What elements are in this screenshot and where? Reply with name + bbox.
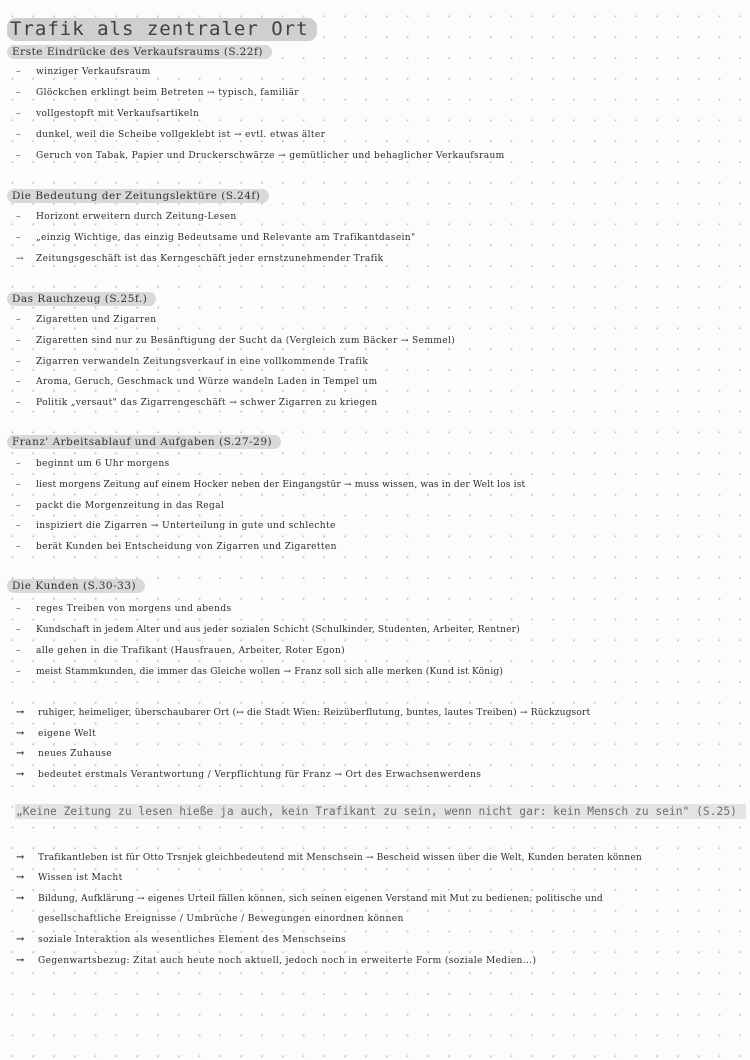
dash-marker: – <box>16 625 21 635</box>
dash-marker: – <box>16 130 21 140</box>
dash-marker: – <box>16 667 21 677</box>
list-item <box>16 66 151 79</box>
reflection-item-continuation <box>16 913 404 926</box>
conclusion-item <box>16 706 590 720</box>
quote-block: „Keine Zeitung zu lesen hieße ja auch, kein Trafikant zu sein, wenn nicht gar: kein Mensch zu sein" (S.25) <box>15 804 746 819</box>
section-heading-smoking: Das Rauchzeug (S.25f.) <box>7 292 156 306</box>
list-item <box>16 129 325 142</box>
page-title: Trafik als zentraler Ort <box>7 18 317 41</box>
list-item-text: Zigarren verwandeln Zeitungsverkauf in eine vollkommende Trafik <box>36 357 369 367</box>
section-heading-customers: Die Kunden (S.30-33) <box>7 579 145 593</box>
dash-marker: – <box>16 501 21 511</box>
reflection-text: Wissen ist Macht <box>38 873 123 883</box>
list-item-text: meist Stammkunden, die immer das Gleiche wollen → Franz soll sich alle merken (Kund ist König) <box>36 667 504 677</box>
section-heading-franz-tasks: Franz' Arbeitsablauf und Aufgaben (S.27-29) <box>7 435 281 449</box>
dash-marker: – <box>16 542 21 552</box>
arrow-icon: → <box>16 707 25 718</box>
dash-marker: – <box>16 233 21 243</box>
list-item-text: winziger Verkaufsraum <box>36 67 151 77</box>
list-item <box>16 666 503 679</box>
list-item <box>16 603 232 616</box>
list-item-text: Geruch von Tabak, Papier und Druckerschwärze → gemütlicher und behaglicher Verkaufsraum <box>36 151 505 161</box>
list-item <box>16 520 336 533</box>
conclusion-text: eigene Welt <box>38 729 97 739</box>
dash-marker: – <box>16 398 21 408</box>
arrow-icon: → <box>16 955 25 966</box>
list-item <box>16 335 455 348</box>
list-item-text: Zigaretten sind nur zu Besänftigung der Sucht da (Vergleich zum Bäcker → Semmel) <box>36 336 456 346</box>
list-item <box>16 232 416 245</box>
reflection-item <box>16 933 346 947</box>
reflection-item <box>16 851 642 865</box>
list-item-text: Horizont erweitern durch Zeitung-Lesen <box>36 212 237 222</box>
list-item <box>16 356 368 369</box>
list-item-text: inspiziert die Zigarren → Unterteilung in gute und schlechte <box>36 521 336 531</box>
list-item-text: Aroma, Geruch, Geschmack und Würze wandeln Laden in Tempel um <box>36 377 378 387</box>
reflection-item <box>16 871 123 885</box>
reflection-text: Trafikantleben ist für Otto Trsnjek gleichbedeutend mit Menschsein → Bescheid wissen über die Welt, Kunden beraten können <box>38 853 642 863</box>
list-item-text: vollgestopft mit Verkaufsartikeln <box>36 109 200 119</box>
list-item-text: Zigaretten und Zigarren <box>36 315 157 325</box>
list-item-text: reges Treiben von morgens und abends <box>36 604 232 614</box>
list-item-text: alle gehen in die Trafikant (Hausfrauen, Arbeiter, Roter Egon) <box>36 646 346 656</box>
list-item-text: packt die Morgenzeitung in das Regal <box>36 501 225 511</box>
dash-marker: – <box>16 377 21 387</box>
list-item-text: Kundschaft in jedem Alter und aus jeder sozialen Schicht (Schulkinder, Studenten, Arbeiter, Rentner) <box>36 625 520 635</box>
reflection-item <box>16 892 603 906</box>
list-item-text: Glöckchen erklingt beim Betreten → typisch, familiär <box>36 88 299 98</box>
list-item <box>16 150 505 163</box>
list-item <box>16 541 337 554</box>
list-item <box>16 500 224 513</box>
list-item-text: beginnt um 6 Uhr morgens <box>36 459 170 469</box>
conclusion-item <box>16 747 112 761</box>
dash-marker: – <box>16 521 21 531</box>
list-item-text: Politik „versaut" das Zigarrengeschäft → schwer Zigarren zu kriegen <box>36 398 378 408</box>
arrow-icon: → <box>16 748 25 759</box>
reflection-text: Gegenwartsbezug: Zitat auch heute noch aktuell, jedoch noch in erweiterte Form (soziale Medien...) <box>38 956 537 966</box>
conclusion-text: ruhiger, heimeliger, überschaubarer Ort (↔ die Stadt Wien: Reizüberflutung, buntes, lautes Treiben) → Rückzugsort <box>38 708 591 718</box>
arrow-icon: → <box>16 893 25 904</box>
list-item-text: liest morgens Zeitung auf einem Hocker neben der Eingangstür → muss wissen, was in der Welt los ist <box>36 480 526 490</box>
conclusion-text: neues Zuhause <box>38 749 112 759</box>
list-item-text: „einzig Wichtige, das einzig Bedeutsame und Relevante am Trafikantdasein" <box>36 233 416 243</box>
dash-marker: – <box>16 336 21 346</box>
conclusion-item <box>16 768 481 782</box>
conclusion-item <box>16 727 96 741</box>
arrow-icon: → <box>16 728 25 739</box>
dash-marker: – <box>16 480 21 490</box>
section-heading-first-impressions: Erste Eindrücke des Verkaufsraums (S.22f) <box>7 45 272 59</box>
list-item <box>16 645 345 658</box>
list-item <box>16 397 377 410</box>
reflection-text: gesellschaftliche Ereignisse / Umbrüche / Bewegungen einordnen können <box>38 914 404 924</box>
dash-marker: – <box>16 88 21 98</box>
list-item <box>16 314 157 327</box>
dash-marker: – <box>16 604 21 614</box>
list-item <box>16 87 299 100</box>
dash-marker: – <box>16 459 21 469</box>
list-item <box>16 108 199 121</box>
list-item <box>16 458 170 471</box>
list-item <box>16 624 520 637</box>
arrow-icon: → <box>16 934 25 945</box>
arrow-marker: → <box>16 254 24 264</box>
list-item-text: dunkel, weil die Scheibe vollgeklebt ist → evtl. etwas älter <box>36 130 326 140</box>
conclusion-text: bedeutet erstmals Verantwortung / Verpflichtung für Franz → Ort des Erwachsenwerdens <box>38 770 482 780</box>
list-item <box>16 253 384 266</box>
dash-marker: – <box>16 67 21 77</box>
arrow-icon: → <box>16 769 25 780</box>
dash-marker: – <box>16 646 21 656</box>
list-item <box>16 479 525 492</box>
reflection-text: soziale Interaktion als wesentliches Element des Menschseins <box>38 935 347 945</box>
dash-marker: – <box>16 109 21 119</box>
list-item-text: berät Kunden bei Entscheidung von Zigarren und Zigaretten <box>36 542 337 552</box>
dash-marker: – <box>16 151 21 161</box>
dash-marker: – <box>16 357 21 367</box>
list-item <box>16 211 237 224</box>
arrow-icon: → <box>16 872 25 883</box>
reflection-item <box>16 954 536 968</box>
reflection-text: Bildung, Aufklärung → eigenes Urteil fällen können, sich seinen eigenen Verstand mit Mut zu bedienen; politische und <box>38 894 603 904</box>
dash-marker: – <box>16 212 21 222</box>
dash-marker: – <box>16 315 21 325</box>
section-heading-newspaper: Die Bedeutung der Zeitungslektüre (S.24f) <box>7 189 269 203</box>
list-item <box>16 376 377 389</box>
list-item-text: Zeitungsgeschäft ist das Kerngeschäft jeder ernstzunehmender Trafik <box>36 254 384 264</box>
arrow-icon: → <box>16 852 25 863</box>
